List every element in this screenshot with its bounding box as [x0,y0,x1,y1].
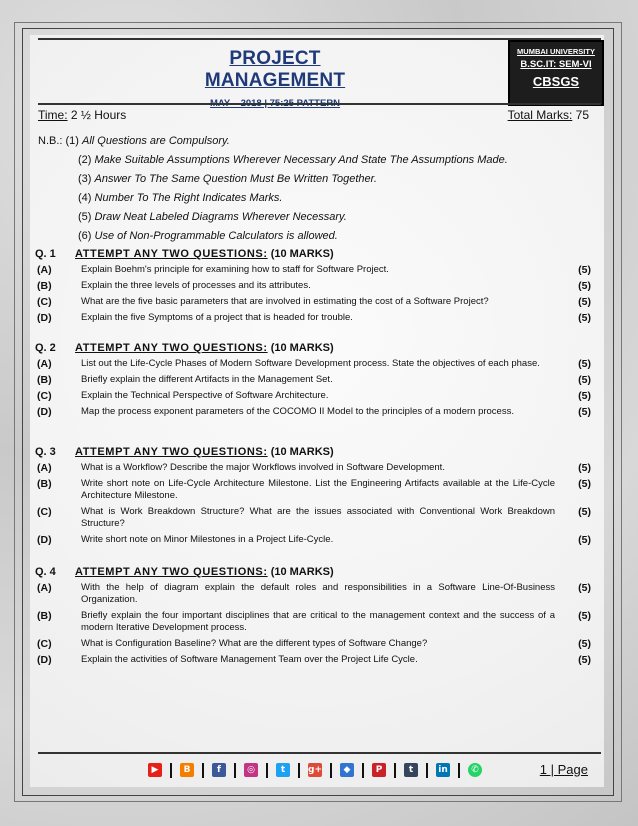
course-name: B.SC.IT: SEM-VI [520,59,592,70]
sub-question-label: (B) [37,280,52,292]
sub-question [35,610,595,634]
divider [394,763,396,778]
question-instruction: ATTEMPT ANY TWO QUESTIONS: [75,566,268,578]
sub-question [35,534,595,546]
sub-question [35,406,595,418]
divider [298,763,300,778]
sub-question-label: (A) [37,462,52,474]
divider [330,763,332,778]
sub-question-label: (C) [37,638,52,650]
question-instruction: ATTEMPT ANY TWO QUESTIONS: [75,342,268,354]
linkedin-icon[interactable]: in [436,763,450,777]
googleplus-icon[interactable]: g+ [308,765,322,775]
instruction-line [38,189,508,208]
question-instruction: ATTEMPT ANY TWO QUESTIONS: [75,248,268,260]
instruction-text: Number To The Right Indicates Marks. [94,192,283,204]
sub-question-text: Briefly explain the four important disciplines that are critical to the management context and the success of a modern Iterative Development process. [81,610,555,633]
footer-rule [38,752,601,754]
sub-question-label: (D) [37,312,52,324]
instruction-num: (2) [78,154,92,166]
tumblr-icon[interactable]: t [404,763,418,777]
sub-question [35,312,595,324]
instruction-num: (6) [78,230,92,242]
sub-question-marks: (5) [578,406,591,418]
scheme-name: CBSGS [532,74,580,89]
sub-question-text: List out the Life-Cycle Phases of Modern Software Development process. State the objectives of each phase. [81,358,540,369]
instruction-text: Use of Non-Programmable Calculators is allowed. [94,230,338,242]
instruction-line [38,170,508,189]
sub-question-text: Explain the five Symptoms of a project that is headed for trouble. [81,312,353,323]
time-value: 2 ½ Hours [70,108,127,122]
sub-question-marks: (5) [578,610,591,622]
sub-question-text: What is a Workflow? Describe the major Workflows involved in Software Development. [81,462,445,473]
sub-question-label: (A) [37,358,52,370]
sub-question-label: (C) [37,296,52,308]
sub-question-text: What is Work Breakdown Structure? What are the issues associated with Conventional Work Breakdown Structure? [81,506,555,529]
sub-question-text: Explain Boehm's principle for examining how to staff for Software Project. [81,264,389,275]
sub-question-marks: (5) [578,534,591,546]
sub-question-text: Write short note on Life-Cycle Architecture Milestone. List the Engineering Artifacts available at the Life-Cycle Architecture Milestone. [81,478,555,501]
instruction-line [38,132,508,151]
instructions [38,132,508,246]
instruction-num: (1) [65,135,79,147]
question-1 [35,248,595,328]
title-block [165,48,385,109]
whatsapp-icon[interactable]: ✆ [468,763,482,777]
sub-question-label: (B) [37,478,52,490]
sub-question-marks: (5) [578,654,591,666]
instruction-text: All Questions are Compulsory. [82,135,230,147]
sub-question [35,374,595,386]
page-title: PROJECT MANAGEMENT [204,48,346,91]
page-number: 1 | Page [539,762,588,777]
question-number: Q. 2 [35,342,56,354]
sub-question-label: (D) [37,406,52,418]
sub-question-marks: (5) [578,462,591,474]
divider [234,763,236,778]
question-number: Q. 3 [35,446,56,458]
divider [458,763,460,778]
sub-question-marks: (5) [578,312,591,324]
sub-question-marks: (5) [578,638,591,650]
sub-question [35,506,595,530]
question-heading [35,342,595,358]
divider [426,763,428,778]
sub-question [35,478,595,502]
question-heading [35,248,595,264]
question-number: Q. 4 [35,566,56,578]
delicious-icon[interactable]: ◆ [340,763,354,777]
social-icons [148,762,482,778]
facebook-icon[interactable]: f [212,763,226,777]
sub-question-text: Explain the three levels of processes and its attributes. [81,280,311,291]
sub-question-marks: (5) [578,296,591,308]
sub-question-marks: (5) [578,582,591,594]
sub-question-text: With the help of diagram explain the default roles and responsibilities in a Software Line-Of-Business Organization. [81,582,555,605]
sub-question-text: Briefly explain the different Artifacts in the Management Set. [81,374,333,385]
sub-question-label: (C) [37,390,52,402]
instruction-num: (5) [78,211,92,223]
marks-info [508,108,589,122]
sub-question-marks: (5) [578,358,591,370]
sub-question [35,296,595,308]
page-subtitle: MAY – 2018 | 75:25 PATTERN [209,98,341,109]
sub-question-label: (A) [37,582,52,594]
sub-question-marks: (5) [578,390,591,402]
university-name: MUMBAI UNIVERSITY [517,47,595,56]
instruction-num: (4) [78,192,92,204]
sub-question-label: (B) [37,610,52,622]
sub-question-marks: (5) [578,506,591,518]
sub-question [35,654,595,666]
question-4 [35,566,595,670]
question-marks: (10 MARKS) [270,248,334,260]
nb-prefix: N.B.: [38,135,63,147]
divider [170,763,172,778]
sub-question-text: Map the process exponent parameters of the COCOMO II Model to the principles of a modern process. [81,406,514,417]
instruction-text: Draw Neat Labeled Diagrams Wherever Necessary. [94,211,347,223]
question-heading [35,446,595,462]
sub-question-label: (A) [37,264,52,276]
sub-question-label: (D) [37,534,52,546]
instruction-line [38,151,508,170]
sub-question-text: Explain the Technical Perspective of Software Architecture. [81,390,329,401]
time-label: Time: [38,108,68,122]
sub-question-text: What are the five basic parameters that are involved in estimating the cost of a Software Project? [81,296,489,307]
sub-question [35,390,595,402]
sub-question [35,358,595,370]
youtube-icon[interactable]: ▶ [148,763,162,777]
divider [266,763,268,778]
marks-value: 75 [575,108,589,122]
instruction-line [38,227,508,246]
sub-question-text: Explain the activities of Software Management Team over the Project Life Cycle. [81,654,418,665]
question-3 [35,446,595,550]
sub-question-marks: (5) [578,478,591,490]
question-marks: (10 MARKS) [270,342,334,354]
header-rule [38,103,601,105]
question-heading [35,566,595,582]
divider [202,763,204,778]
sub-question [35,462,595,474]
instruction-num: (3) [78,173,92,185]
instruction-line [38,208,508,227]
sub-question-text: What is Configuration Baseline? What are the different types of Software Change? [81,638,428,649]
pinterest-icon[interactable]: P [372,763,386,777]
university-badge [508,40,604,106]
sub-question-marks: (5) [578,280,591,292]
sub-question [35,582,595,606]
sub-question-text: Write short note on Minor Milestones in a Project Life-Cycle. [81,534,334,545]
instruction-text: Answer To The Same Question Must Be Written Together. [94,173,377,185]
sub-question-label: (B) [37,374,52,386]
instruction-text: Make Suitable Assumptions Wherever Necessary And State The Assumptions Made. [94,154,508,166]
question-marks: (10 MARKS) [270,566,334,578]
divider [362,763,364,778]
sub-question-marks: (5) [578,264,591,276]
question-number: Q. 1 [35,248,56,260]
question-instruction: ATTEMPT ANY TWO QUESTIONS: [75,446,268,458]
sub-question-marks: (5) [578,374,591,386]
twitter-icon[interactable]: t [276,763,290,777]
sub-question [35,264,595,276]
question-2 [35,342,595,422]
question-marks: (10 MARKS) [270,446,334,458]
sub-question-label: (D) [37,654,52,666]
sub-question [35,638,595,650]
instagram-icon[interactable]: ◎ [244,763,258,777]
blogger-icon[interactable]: B [180,763,194,777]
time-info [38,108,126,122]
sub-question-label: (C) [37,506,52,518]
marks-label: Total Marks: [507,108,573,122]
sub-question [35,280,595,292]
